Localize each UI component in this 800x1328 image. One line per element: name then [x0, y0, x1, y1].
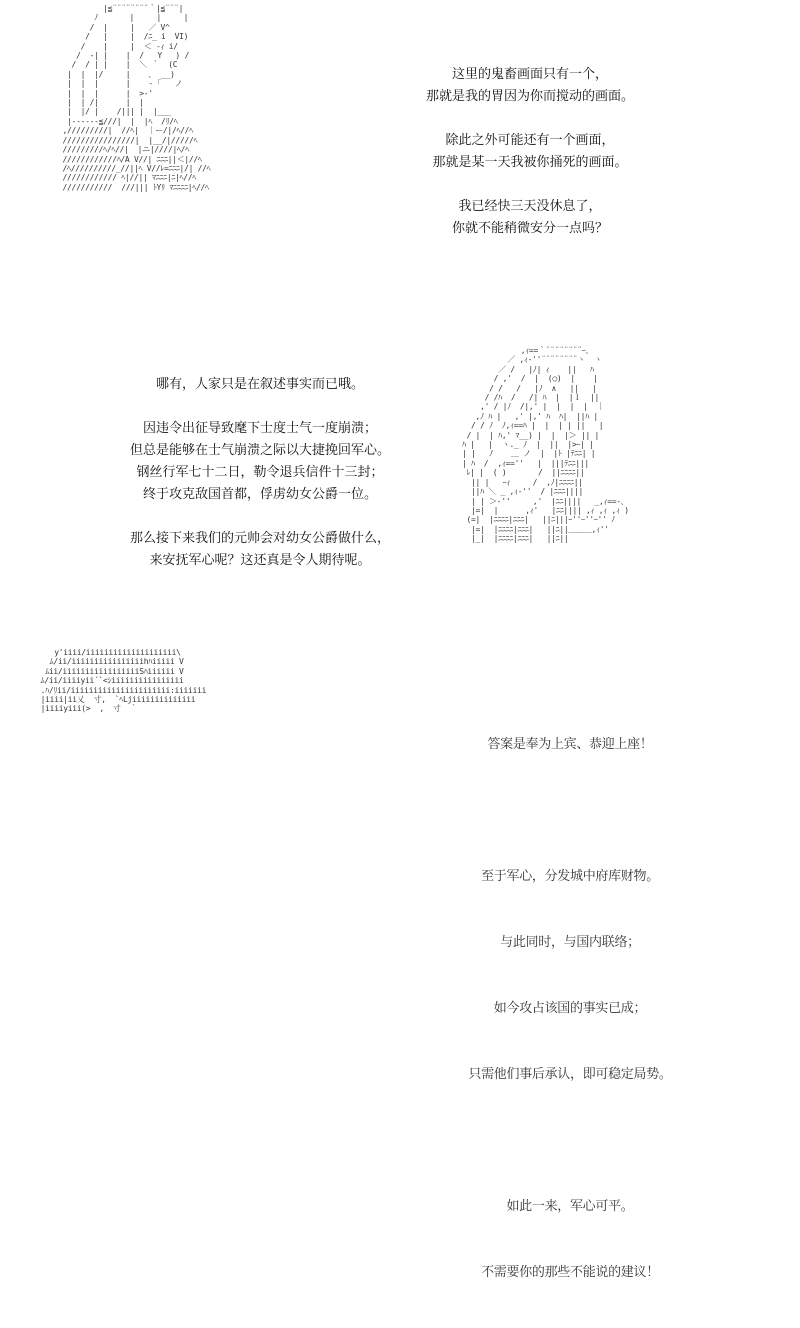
dialogue-line: 至于军心，分发城中府库财物。	[481, 869, 659, 884]
line-gap	[400, 174, 660, 196]
dialogue-line: 与此同时，与国内联络；	[500, 935, 640, 950]
dialogue-line: 那么接下来我们的元帅会对幼女公爵做什么，	[129, 531, 390, 546]
dialogue-line: 不需要你的那些不能说的建议！	[481, 1265, 659, 1280]
dialogue-2	[110, 374, 410, 572]
dialogue-3	[420, 690, 720, 1328]
dialogue-line: 答案是奉为上宾、恭迎上座！	[487, 737, 653, 752]
dialogue-1	[400, 64, 660, 240]
dialogue-line: 如今攻占该国的事实已成；	[493, 1001, 647, 1016]
dialogue-line: 只需他们事后承认，即可稳定局势。	[468, 1067, 672, 1082]
line-gap	[400, 108, 660, 130]
line-gap	[420, 1130, 720, 1152]
dialogue-line: 钢丝行军七十二日，勒令退兵信件十三封；	[136, 465, 384, 480]
ascii-art-girl-1: |≦¨¨¨¨¨¨¨¨｀|≦¨¨¨| ﾉ | | | / | | ／ V^ / | | /ﾆ_ i VI) / | | ＜ -ｨ i/ / -| | | / Y ) / / / | | | ＼ ｀ (C | | |/ | ､ __) | | | | - ｢ ノ | | | | >-' | | /| | | | |/ | /||| | |___ |------≦///| | |ﾍ /ﾘ/ﾍ ,/////////| //ﾍ| ｜ー/|/ﾍ//ﾍ ////////////////| |__/|/////ﾍ /////////ﾍ/ﾍ//| |ニ|////|ﾍ/ﾍ ////////////ﾊ/A V//| ﾆﾆﾆ||＜|//ﾍ /ﾍ//////////_//||ﾍ V//ﾚ=ﾆﾆﾆ|/| //ﾍ //////////// ﾍ|//|| ﾏﾆﾆﾆ|ﾆ|ﾍ//ﾍ /////////// ///||| ﾄYﾘ ﾏﾆﾆﾆﾆ|ﾍ//ﾍ	[62, 4, 211, 192]
dialogue-line: 哪有，人家只是在叙述事实而已哦。	[155, 377, 364, 392]
line-gap	[420, 800, 720, 822]
dialogue-line: 如此一来，军心可平。	[506, 1199, 634, 1214]
dialogue-line: 那就是我的胃因为你而搅动的画面。	[425, 89, 634, 104]
ascii-art-girl-3: y'iiii/iiiiiiiiiiiiiiiiiiii\ ﾑ/ii/iiiiiiiiiiiiiiiihﾊiiiii V ﾑii/iiiiiiiiiiiiiiiiiSﾊiiiiii V ﾑ/ii/iiiiyii´`<ｼiiiiiiiiiiiiiiii .ﾊ/ﾘii/iiiiiiiiiiiiiiiiiiiiii:iiiiiii |iiii|ii乂 寸, `ﾍLjiiiiiiiiiiiiii |iiiiyiii(> , 寸 ｀ 答案是奉为上宾、恭迎上座！ 至于军心，分发城中府库财物。 与此同时，与国内联络； 如今攻占该国的事实已成； 只需他们事后承认，即可稳定局势。 如此一来，军心可平。 不需要你的那些不能说的建议！	[0, 648, 206, 723]
dialogue-line: 但总是能够在士气崩溃之际以大捷挽回军心。	[129, 443, 390, 458]
panel-1	[0, 0, 800, 300]
dialogue-line: 终于攻克敌国首都，俘虏幼女公爵一位。	[142, 487, 377, 502]
line-gap	[110, 506, 410, 528]
dialogue-line: 这里的鬼畜画面只有一个，	[451, 67, 608, 82]
dialogue-line: 来安抚军心呢？这还真是令人期待呢。	[149, 553, 371, 568]
dialogue-line: 你就不能稍微安分一点吗？	[451, 221, 608, 236]
panel-2	[0, 330, 800, 620]
ascii-art-girl-2: ,ｨ==｀¨¨¨¨¨¨¨¨ｰ､ ／ ,ｨ‐''¨¨¨¨¨¨¨¨ヽ ヽ ／ / |ﾉ| ｨ || ﾊ / ,' / | (○) | | / / / |ﾉ ∧ || | / /ﾊ / /| ﾊ | |ｌ || ,' / |ﾉ /|,' | | | | ｜ ,ﾉ ﾊ | ,' |,' ﾊ ﾊ| ||ﾊ | / / ﾉ ﾉ,ｨ==ﾊ | | | | || | / | | ﾊ,' ﾏ__) | | |＞ || | ﾊ | | ヽ._ ﾉ | || |>ｰ| | | | ﾉ ＿ ノ | |ﾄ |ﾃﾆﾆ| | | ﾊ / ,ｨ=='' | |||ﾃﾆﾆ||| ﾚ| | ( ) / ||ﾆﾆﾆﾆ|| || | ｰｨ / ,ﾉ|ﾆﾆﾆﾆ|| ||ﾊ ＼ _ ,ｨ‐'' / |ﾆﾆﾆ|||| | | ＞‐'' ,' |ﾆﾆ|||| _,ｨ==-､ |=| | ,ｨ' |ﾆﾆ|||| ,ｨ ,ｨ ,ｨ ) (=| |ﾆﾆﾆﾆ|ﾆﾆﾆ| ||ﾆ|||ｰ''ｰ''ｰ'' ﾉ |=| |ﾆﾆﾆﾆ|ﾆﾆﾆ| ||ﾆ||＿＿＿,ｨ'' |_| |ﾆﾆﾆﾆ|ﾆﾆﾆ| ||ﾆ||	[462, 346, 629, 544]
dialogue-line: 除此之外可能还有一个画面，	[445, 133, 615, 148]
dialogue-line: 因违令出征导致麾下士度士气一度崩溃；	[142, 421, 377, 436]
dialogue-line: 那就是某一天我被你捅死的画面。	[432, 155, 628, 170]
panel-3	[0, 640, 800, 1280]
dialogue-line: 我已经快三天没休息了，	[458, 199, 602, 214]
line-gap	[110, 396, 410, 418]
